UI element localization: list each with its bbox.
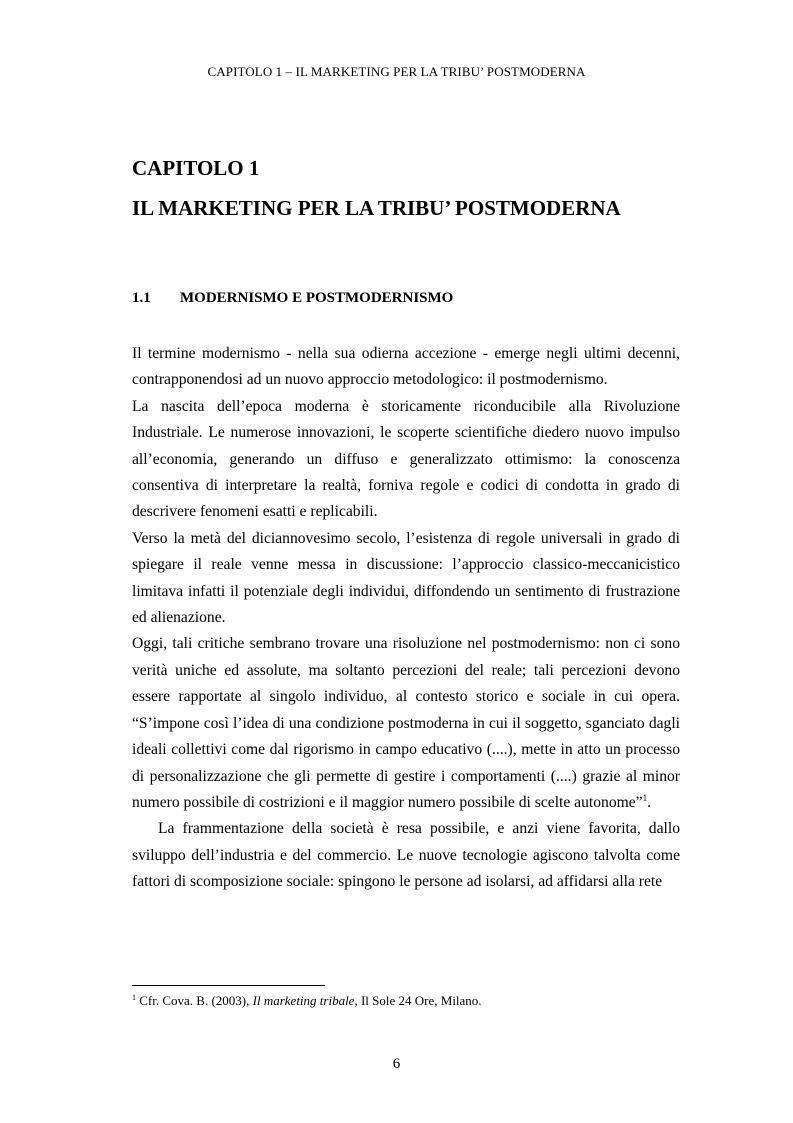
paragraph: Il termine modernismo - nella sua odierna accezione - emerge negli ultimi decenni, contrapponendosi ad un nuovo approccio metodologico: il postmodernismo. [132, 345, 680, 389]
chapter-number: CAPITOLO 1 [132, 156, 260, 180]
paragraph-text: Oggi, tali critiche sembrano trovare una risoluzione nel postmodernismo: non ci sono verità uniche ed assolute, ma soltanto percezioni del reale; tali percezioni devono essere rapportate al singolo individuo, al contesto storico e sociale in cui opera. “S’impone così l’idea di una condizione postmoderna in cui il soggetto, sganciato dagli ideali collettivi come dal rigorismo in campo educativo (....), mette in atto un processo di personalizzazione che gli permette di gestire i comportamenti (....) grazie al minor numero possibile di costrizioni e il maggior numero possibile di scelte autonome” [132, 635, 680, 811]
paragraph: Oggi, tali critiche sembrano trovare una risoluzione nel postmodernismo: non ci sono verità uniche ed assolute, ma soltanto percezioni del reale; tali percezioni devono essere rapportate al singolo individuo, al contesto storico e sociale in cui opera. “S’impone così l’idea di una condizione postmoderna in cui il soggetto, sganciato dagli ideali collettivi come dal rigorismo in campo educativo (....), mette in atto un processo di personalizzazione che gli permette di gestire i comportamenti (....) grazie al minor numero possibile di costrizioni e il maggior numero possibile di scelte autonome”$^1$. [132, 635, 680, 811]
footnote [132, 992, 482, 1010]
footnote-prefix: Cfr. Cova. B. (2003), [139, 993, 253, 1008]
paragraph: La nascita dell’epoca moderna è storicamente riconducibile alla Rivoluzione Industriale. Le numerose innovazioni, le scoperte scientifiche diedero nuovo impulso all’economia, generando un diffuso e generalizzato ottimismo: la conoscenza consentiva di interpretare la realtà, forniva regole e codici di condotta in grado di descrivere fenomeni esatti e replicabili. [132, 397, 680, 521]
footnote-reference[interactable]: 1 [642, 792, 648, 803]
paragraph: La frammentazione della società è resa possibile, e anzi viene favorita, dallo sviluppo dell’industria e del commercio. Le nuove tecnologie agiscono talvolta come fattori di scomposizione sociale: spingono le persone ad isolarsi, ad affidarsi alla rete [132, 820, 680, 891]
footnote-suffix: , Il Sole 24 Ore, Milano. [354, 993, 482, 1008]
footnote-book-title: Il marketing tribale [252, 993, 355, 1008]
footnote-separator [132, 985, 325, 986]
section-number: 1.1 [132, 290, 151, 306]
footnote-number: 1 [132, 993, 136, 1002]
paragraph: Verso la metà del diciannovesimo secolo, l’esistenza di regole universali in grado di spiegare il reale venne messa in discussione: l’approccio classico-meccanicistico limitava infatti il potenziale degli individui, diffondendo un sentimento di frustrazione ed alienazione. [132, 529, 680, 627]
section-heading [132, 288, 453, 308]
body-text [132, 341, 680, 896]
chapter-title: IL MARKETING PER LA TRIBU’ POSTMODERNA [132, 196, 621, 220]
section-title: MODERNISMO E POSTMODERNISMO [180, 290, 454, 306]
running-head: CAPITOLO 1 – IL MARKETING PER LA TRIBU’ POSTMODERNA [207, 64, 586, 79]
chapter-heading [132, 148, 621, 228]
page-number: 6 [392, 1056, 401, 1072]
